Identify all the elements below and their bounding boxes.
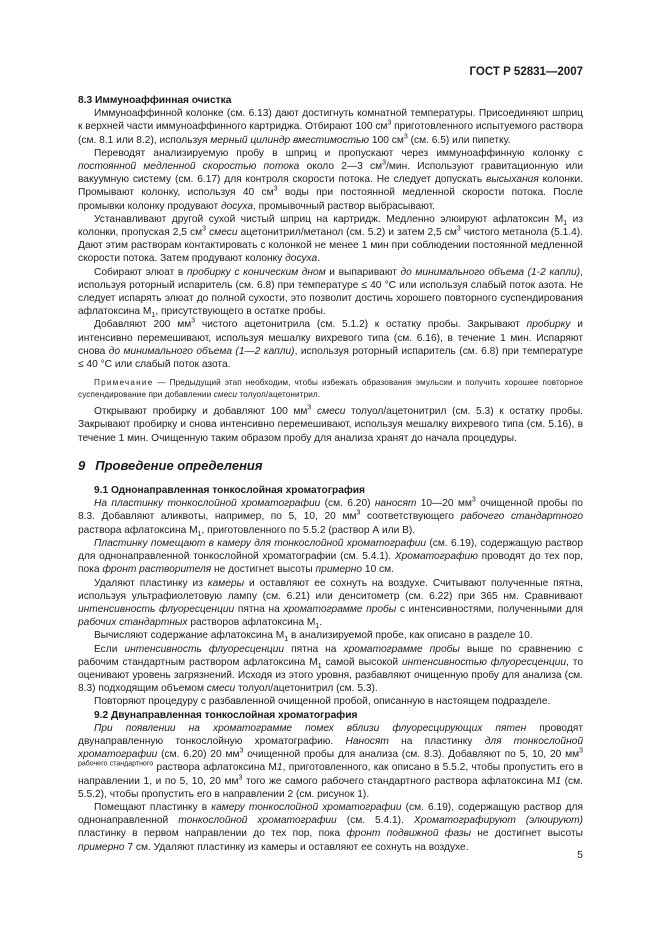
- superscript: 3: [471, 496, 476, 504]
- emphasis-text: интенсивность флуоресценции: [124, 643, 285, 655]
- text-run: на пластинку: [388, 735, 485, 747]
- text-run: , используя роторный испаритель (см. 6.8) при температуре ≤ 40 °С или слабый поток азота.: [78, 345, 583, 371]
- text-run: (см. 6.5) или пипетку.: [407, 134, 511, 146]
- text-run: , приготовленного, как описано в 5.5.2, чтобы пропустить его в направлении 1, и по 5, 10, 20 мм: [78, 762, 583, 787]
- superscript: 3: [273, 186, 278, 194]
- emphasis-text: до минимального объема (1—2 капли): [108, 345, 295, 357]
- paragraph: [78, 577, 583, 630]
- text-run: и выпаривают: [325, 266, 401, 278]
- emphasis-text: досуха: [285, 253, 318, 265]
- text-run: (см. 5.4.1).: [336, 815, 414, 827]
- superscript: 3: [191, 318, 196, 326]
- text-run: , то оценивают уровень загрязнений. Исходя из этого уровня, разбавляют очищенную пробу для анализа (см. 8.3) подходящим объемом: [78, 656, 583, 695]
- emphasis-text: наносят: [374, 498, 417, 510]
- page-number: 5: [577, 849, 583, 861]
- paragraph: [78, 266, 583, 319]
- emphasis-text: интенсивностью флуоресценции: [401, 656, 567, 668]
- superscript: 3: [239, 747, 244, 755]
- paragraph: [78, 497, 583, 537]
- text-run: с интенсивностями, полученными для: [396, 603, 584, 615]
- emphasis-text: смеси: [317, 406, 346, 418]
- emphasis-text: хроматограмме пробы: [283, 603, 397, 615]
- emphasis-text: 1: [555, 775, 562, 787]
- paragraph: [78, 801, 583, 854]
- text-run: Собирают элюат в: [94, 266, 187, 278]
- text-run: 7 см. Удаляют пластинку из камеры и оставляют ее сохнуть на воздухе.: [124, 841, 469, 853]
- text-run: толуол/ацетонитрил (см. 5.3) к остатку пробы. Закрывают пробирку и снова интенсивно перемешивают, используя мешалку вихревого типа (см. 5.16), в течение 1 мин. Очищенную таким образом пробу для анализа хранят до начала процедуры.: [78, 406, 583, 444]
- emphasis-text: рабочих стандартных: [78, 617, 188, 629]
- text-run: Открывают пробирку и добавляют 100 мм: [94, 406, 308, 418]
- section-9-title: Проведение определения: [95, 457, 263, 473]
- text-run: (см. 6.19), содержащую раствор для однонаправленной тонкослойной хроматографии (см. 5.4.1).: [78, 537, 583, 563]
- text-run: , используя роторный испаритель (см. 6.8) при температуре ≤ 40 °С или используя слабый поток азота. Не следует испарять элюат до полной сухости, это позволит достичь хорошего повторного суспендирования афлатоксина M: [78, 266, 583, 318]
- emphasis-text: Хроматографируют (элюируют): [413, 815, 583, 827]
- emphasis-text: высыхания: [486, 174, 539, 186]
- text-run: приготовленного испытуемого раствора (см. 8.1 или 8.2), используя: [78, 121, 583, 146]
- paragraph: [78, 629, 583, 642]
- text-run: Вычисляют содержание афлатоксина M: [94, 630, 285, 642]
- text-run: толуол/ацетонитрил.: [236, 389, 321, 399]
- subscript: 1: [315, 623, 320, 631]
- subscript: 1: [197, 530, 202, 538]
- text-run: рабочего стандартного: [321, 775, 431, 787]
- superscript: рабочего стандартного: [78, 760, 154, 768]
- text-run: (см. 5.5.2), чтобы пропустить его в направлении 2 (см. рисунок 1).: [78, 775, 583, 800]
- text-run: и оставляют ее сохнуть на воздухе. Считывают полученные пятна, используя ультрафиолетовую лампу (см. 6.21) или денситометр (см. 6.22) при 365 нм. Сравнивают: [78, 577, 583, 602]
- text-run: Иммуноаффинной колонке (см. 6.13) дают достигнуть комнатной температуры. Присоединяют шприц к верхней части иммуноаффинного картриджа. Отбирают 100 см: [78, 108, 583, 133]
- emphasis-text: пробирку: [526, 319, 571, 331]
- superscript: 3: [456, 225, 461, 233]
- text-run: соответствующего: [360, 511, 461, 523]
- text-run: Добавляют 200 мм: [94, 319, 192, 331]
- text-run: того же самого: [242, 775, 322, 787]
- superscript: 3: [307, 404, 312, 412]
- section-9-number: 9: [78, 457, 86, 473]
- note-label: Примечание: [94, 378, 154, 388]
- text-run: пластинку в первом направлении до тех пор, пока: [78, 828, 347, 840]
- text-run: толуол/ацетонитрил (см. 5.3).: [235, 683, 378, 695]
- emphasis-text: Пластинку помещают в камеру для тонкослойной хроматографии: [94, 537, 427, 549]
- text-run: и интенсивно перемешивают, используя мешалку вихревого типа (см. 6.16), в течение 1 мин. Испаряют снова: [78, 319, 583, 357]
- emphasis-text: постоянной медленной скоростью потока: [78, 161, 300, 173]
- subscript: 1: [151, 312, 156, 320]
- emphasis-text: смеси: [213, 389, 237, 399]
- text-run: Переводят анализируемую пробу в шприц и пропускают через иммуноаффинную колонку с: [94, 147, 583, 159]
- emphasis-text: смеси: [206, 683, 236, 695]
- text-run: (см. 6.19), содержащую раствор для однонаправленной: [78, 801, 583, 827]
- emphasis-text: примерно: [78, 841, 125, 853]
- text-run: Повторяют процедуру с разбавленной очищенной пробой, описанную в настоящем подразделе.: [94, 696, 551, 708]
- emphasis-text: Хроматографию: [394, 551, 478, 563]
- emphasis-text: досуха: [220, 200, 253, 212]
- paragraph: [78, 537, 583, 577]
- section-9-2-title: 9.2 Двунаправленная тонкослойная хроматография: [94, 709, 358, 721]
- text-run: .: [317, 253, 321, 265]
- emphasis-text: примерно: [315, 564, 363, 576]
- text-run: 100 см: [369, 134, 404, 146]
- emphasis-text: фронт растворителя: [102, 564, 212, 576]
- emphasis-text: мерный цилиндр вместимостью: [210, 134, 370, 146]
- text-run: Устанавливают другой сухой чистый шприц на картридж. Медленно элюируют афлатоксин M: [94, 213, 564, 225]
- superscript: 3: [382, 159, 387, 167]
- superscript: 3: [387, 120, 392, 128]
- text-run: растворов афлатоксина M: [187, 617, 316, 629]
- paragraph: [78, 405, 583, 445]
- emphasis-text: до минимального объема (1-2 капли): [400, 266, 581, 278]
- text-run: ацетонитрил/метанол (см. 5.2) и затем 2,5 см: [237, 227, 457, 239]
- text-run: , приготовленного по 5.5.2 (раствор А или В).: [201, 524, 416, 536]
- paragraph: [78, 107, 583, 147]
- paragraph: [78, 643, 583, 696]
- text-run: колонки. Промывают колонку, используя 40 см: [78, 174, 583, 199]
- text-run: пятна на: [284, 643, 344, 655]
- subscript: 1: [563, 219, 568, 227]
- text-run: раствора афлатоксина M: [430, 775, 556, 787]
- text-run: 10 см.: [362, 564, 394, 576]
- text-run: раствора афлатоксина M: [153, 762, 277, 774]
- text-run: в анализируемой пробе, как описано в разделе 10.: [288, 630, 533, 642]
- emphasis-text: При появлении на хроматограмме помех вблизи флуоресцирующих пятен: [94, 722, 527, 734]
- text-run: /мин. Используют гравитационную или вакуумную систему (см. 6.17) для контроля скорости потока. Не следует допускать: [78, 161, 584, 186]
- note: [78, 377, 583, 400]
- text-run: .: [319, 617, 323, 629]
- text-run: около 2—3 см: [299, 161, 383, 173]
- text-run: не достигнет высоты: [211, 564, 316, 576]
- paragraph: [78, 318, 583, 371]
- text-run: выше по сравнению с рабочим стандартным раствором афлатоксина M: [78, 643, 583, 668]
- superscript: 3: [202, 225, 207, 233]
- text-run: (см. 6.20): [320, 498, 375, 510]
- superscript: 3: [356, 510, 361, 518]
- text-run: из колонки, пропуская 2,5 см: [78, 213, 583, 239]
- text-run: 10—20 мм: [416, 498, 472, 510]
- emphasis-text: для тонкослойной хроматографии: [78, 735, 584, 761]
- paragraph: [78, 147, 583, 213]
- emphasis-text: камеры: [207, 577, 245, 589]
- text-run: очищенной пробы для анализа (см. 8.3). Добавляют по 5, 10, 20 мм: [243, 749, 580, 761]
- text-run: , присутствующего в остатке пробы.: [155, 306, 326, 318]
- emphasis-text: рабочего стандартного: [460, 511, 584, 523]
- text-run: чистого метанола (5.1.4). Дают этим растворам контактировать с колонкой не менее 1 мин при соблюдении постоянной медленной скорости потока. Затем продувают колонку: [78, 227, 583, 265]
- emphasis-text: фронт подвижной фазы: [346, 828, 471, 840]
- text-run: самой высокой: [321, 656, 402, 668]
- text-run: Удаляют пластинку из: [94, 577, 208, 589]
- paragraph: [78, 695, 583, 708]
- emphasis-text: хроматограмме пробы: [343, 643, 460, 655]
- emphasis-text: Наносят: [345, 735, 389, 747]
- paragraph: [78, 722, 583, 801]
- paragraph: [78, 213, 583, 266]
- text-run: не достигнет высоты: [471, 828, 583, 840]
- text-run: Помещают пластинку в: [94, 801, 212, 813]
- emphasis-text: камеру тонкослойной хроматографии: [211, 801, 402, 813]
- emphasis-text: пробирку с коническим дном: [186, 266, 326, 278]
- section-9-1-title: 9.1 Однонаправленная тонкослойная хроматография: [94, 485, 365, 497]
- subscript: 1: [317, 662, 322, 670]
- text-run: воды при постоянной медленной скорости потока. После промывки колонку продувают: [78, 187, 583, 212]
- text-run: , промывочный раствор выбрасывают.: [252, 200, 435, 212]
- emphasis-text: смеси: [209, 227, 238, 239]
- text-run: пятна на: [234, 603, 284, 615]
- page-content: [78, 94, 583, 854]
- text-run: проводят двунаправленную тонкослойную хроматографию.: [78, 722, 583, 747]
- superscript: 3: [403, 133, 408, 141]
- text-run: Если: [94, 643, 125, 655]
- section-8-3-title: 8.3 Иммуноаффинная очистка: [78, 95, 232, 106]
- emphasis-text: интенсивность флуоресценции: [78, 603, 235, 615]
- emphasis-text: На пластинку тонкослойной хроматографии: [94, 498, 321, 510]
- text-run: чистого ацетонитрила (см. 5.1.2) к остатку пробы. Закрывают: [195, 319, 527, 331]
- text-run: — Предыдущий этап необходим, чтобы избежать образования эмульсии и получить хорошее повторное суспендирование при добавлении: [78, 378, 584, 399]
- emphasis-text: 1: [276, 762, 283, 774]
- text-run: очищенной пробы по 8.3. Добавляют аликвоты, например, по 5, 10, 20 мм: [78, 498, 583, 523]
- superscript: 3: [238, 774, 243, 782]
- superscript: 3: [579, 747, 584, 755]
- text-run: проводят до тех пор, пока: [78, 551, 583, 576]
- subscript: 1: [284, 636, 289, 644]
- document-header: ГОСТ Р 52831—2007: [469, 66, 583, 78]
- section-9-heading: [78, 459, 583, 472]
- note-text: [78, 378, 583, 399]
- text-run: раствора афлатоксина M: [78, 524, 198, 536]
- text-run: (см. 6.20) 20 мм: [157, 749, 240, 761]
- emphasis-text: тонкослойной хроматографии: [178, 815, 337, 827]
